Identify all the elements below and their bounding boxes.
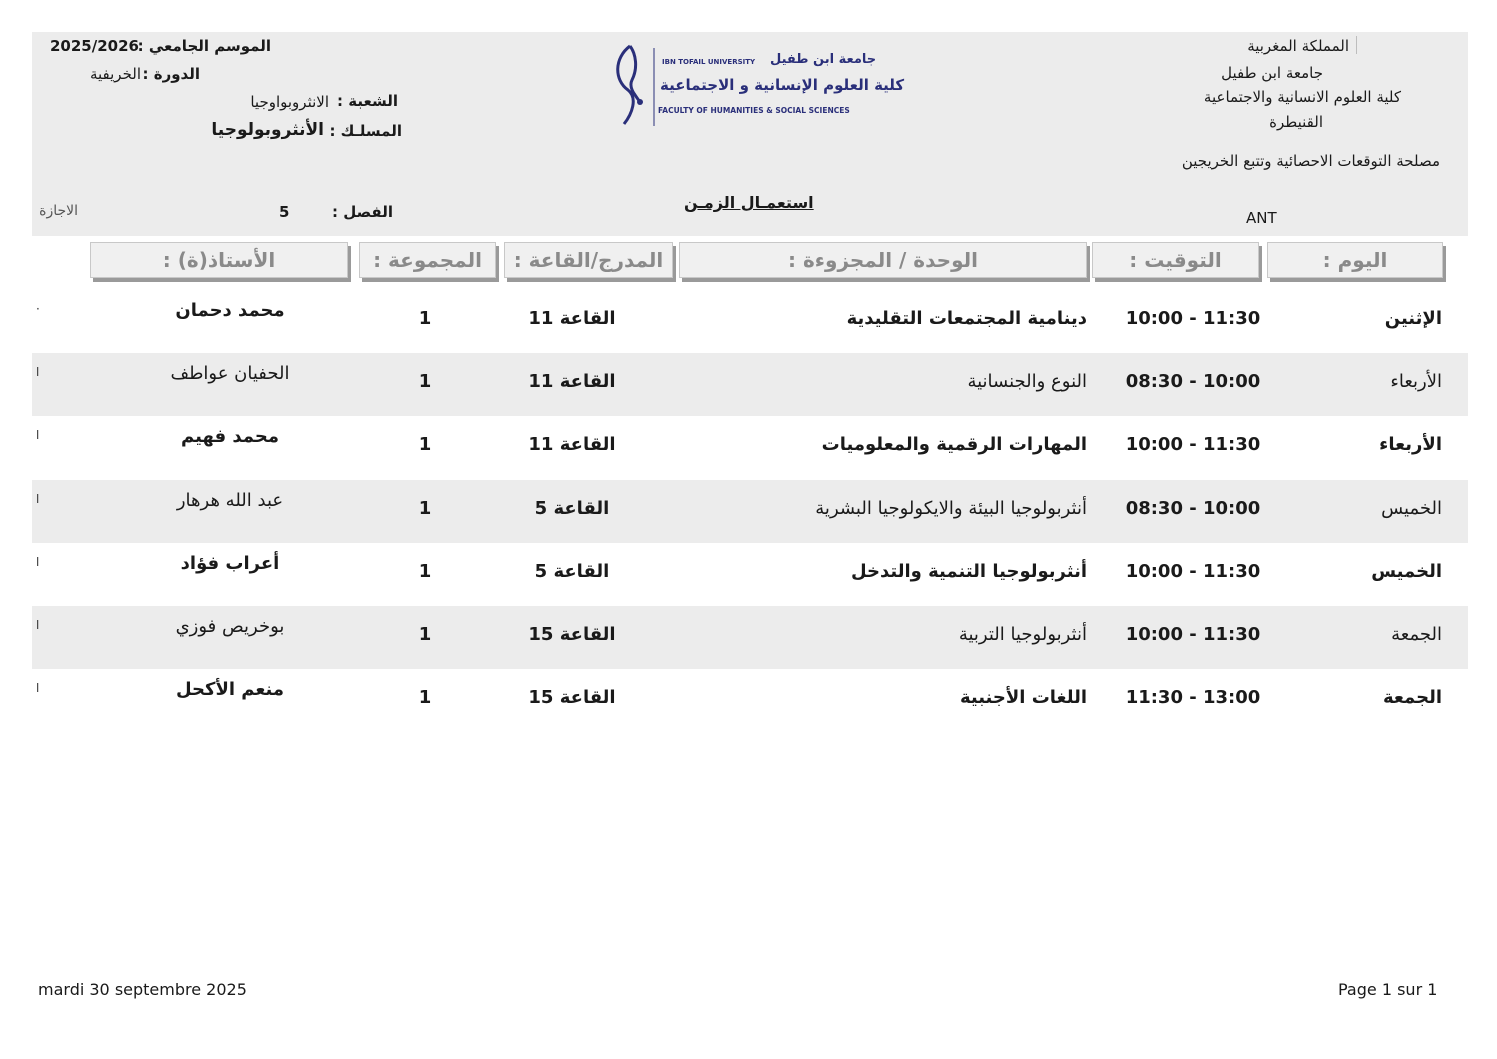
truncated-cell: ا xyxy=(36,492,40,506)
track-code: ANT xyxy=(1246,209,1277,227)
prof-cell: أعراب فؤاد xyxy=(180,553,280,574)
prof-cell: الحفيان عواطف xyxy=(170,363,290,384)
truncated-cell: · xyxy=(36,302,40,316)
table-row xyxy=(32,543,1468,606)
module-cell: أنثربولوجيا التربية xyxy=(958,624,1087,645)
time-cell: 11:30 - 13:00 xyxy=(1125,687,1261,708)
col-header-room: المدرج/القاعة : xyxy=(504,242,673,278)
room-cell: القاعة 11 xyxy=(528,308,616,329)
table-row xyxy=(32,353,1468,416)
logo-en-faculty: FACULTY OF HUMANITIES & SOCIAL SCIENCES xyxy=(658,106,850,115)
table-row xyxy=(32,416,1468,479)
time-cell: 10:00 - 11:30 xyxy=(1125,308,1261,329)
module-cell: أنثربولوجيا البيئة والايكولوجيا البشرية xyxy=(815,498,1087,519)
session-label: الدورة : xyxy=(142,65,200,83)
table-row xyxy=(32,606,1468,669)
truncated-cell: ا xyxy=(36,681,40,695)
page-title: استعمـال الزمـن xyxy=(684,193,814,212)
day-cell: الأربعاء xyxy=(1390,371,1442,392)
logo-ar-faculty: كلية العلوم الإنسانية و الاجتماعية xyxy=(660,76,905,94)
semester-label: الفصل : xyxy=(332,203,393,221)
time-cell: 08:30 - 10:00 xyxy=(1125,371,1261,392)
col-header-day: اليوم : xyxy=(1267,242,1443,278)
season-label: الموسم الجامعي : xyxy=(137,37,271,55)
time-cell: 10:00 - 11:30 xyxy=(1125,561,1261,582)
group-cell: 1 xyxy=(418,498,432,519)
group-cell: 1 xyxy=(418,561,432,582)
module-cell: اللغات الأجنبية xyxy=(959,687,1087,708)
room-cell: القاعة 15 xyxy=(528,687,616,708)
table-row xyxy=(32,290,1468,353)
group-cell: 1 xyxy=(418,624,432,645)
track-label: المسلـك : xyxy=(329,122,402,140)
prof-cell: عبد الله هرهار xyxy=(176,490,284,511)
day-cell: الجمعة xyxy=(1382,687,1442,708)
time-cell: 08:30 - 10:00 xyxy=(1125,498,1261,519)
group-cell: 1 xyxy=(418,308,432,329)
logo-en-name: IBN TOFAIL UNIVERSITY xyxy=(662,58,756,66)
module-cell: المهارات الرقمية والمعلوميات xyxy=(821,434,1087,455)
branch-value: الانثروبواوجيا xyxy=(250,93,329,111)
col-header-time: التوقيت : xyxy=(1092,242,1259,278)
room-cell: القاعة 15 xyxy=(528,624,616,645)
table-row xyxy=(32,669,1468,732)
truncated-cell: ا xyxy=(36,365,40,379)
prof-cell: محمد فهيم xyxy=(181,426,279,447)
room-cell: القاعة 11 xyxy=(528,371,616,392)
faculty-label: كلية العلوم الانسانية والاجتماعية xyxy=(1203,88,1401,106)
kingdom-label: المملكة المغربية xyxy=(1247,37,1349,55)
semester-value: 5 xyxy=(279,203,290,221)
degree-label: الاجازة xyxy=(39,203,78,219)
prof-cell: محمد دحمان xyxy=(175,300,285,321)
group-cell: 1 xyxy=(418,434,432,455)
module-cell: النوع والجنسانية xyxy=(967,371,1087,392)
col-header-group: المجموعة : xyxy=(359,242,496,278)
room-cell: القاعة 5 xyxy=(534,561,610,582)
service-label: مصلحة التوقعات الاحصائية وتتبع الخريجين xyxy=(1181,152,1440,170)
truncated-cell: ا xyxy=(36,618,40,632)
prof-cell: بوخريص فوزي xyxy=(175,616,285,637)
day-cell: الأربعاء xyxy=(1379,434,1442,455)
col-header-prof: الأستاذ(ة) : xyxy=(90,242,348,278)
day-cell: الجمعة xyxy=(1391,624,1442,645)
city-label: القنيطرة xyxy=(1269,113,1323,131)
track-value: الأنثروبولوجيا xyxy=(211,120,324,140)
truncated-cell: ا xyxy=(36,555,40,569)
room-cell: القاعة 11 xyxy=(528,434,616,455)
module-cell: دينامية المجتمعات التقليدية xyxy=(846,308,1087,329)
logo-ar-name: جامعة ابن طفيل xyxy=(770,52,877,67)
truncated-cell: ا xyxy=(36,428,40,442)
room-cell: القاعة 5 xyxy=(534,498,610,519)
day-cell: الإثنين xyxy=(1384,308,1442,329)
branch-label: الشعبة : xyxy=(337,92,398,110)
col-header-module: الوحدة / المجزوءة : xyxy=(679,242,1087,278)
footer-page: Page 1 sur 1 xyxy=(1338,980,1438,999)
module-cell: أنثربولوجيا التنمية والتدخل xyxy=(850,561,1087,582)
time-cell: 10:00 - 11:30 xyxy=(1125,434,1261,455)
day-cell: الخميس xyxy=(1371,561,1442,582)
group-cell: 1 xyxy=(418,371,432,392)
university-logo xyxy=(610,40,905,132)
day-cell: الخميس xyxy=(1381,498,1442,519)
university-label: جامعة ابن طفيل xyxy=(1221,64,1323,82)
session-value: الخريفية xyxy=(89,65,141,83)
footer-date: mardi 30 septembre 2025 xyxy=(38,980,247,999)
table-row xyxy=(32,480,1468,543)
time-cell: 10:00 - 11:30 xyxy=(1125,624,1261,645)
divider xyxy=(1356,36,1357,54)
season-value: 2025/2026 xyxy=(50,37,139,55)
group-cell: 1 xyxy=(418,687,432,708)
prof-cell: منعم الأكحل xyxy=(175,679,285,700)
